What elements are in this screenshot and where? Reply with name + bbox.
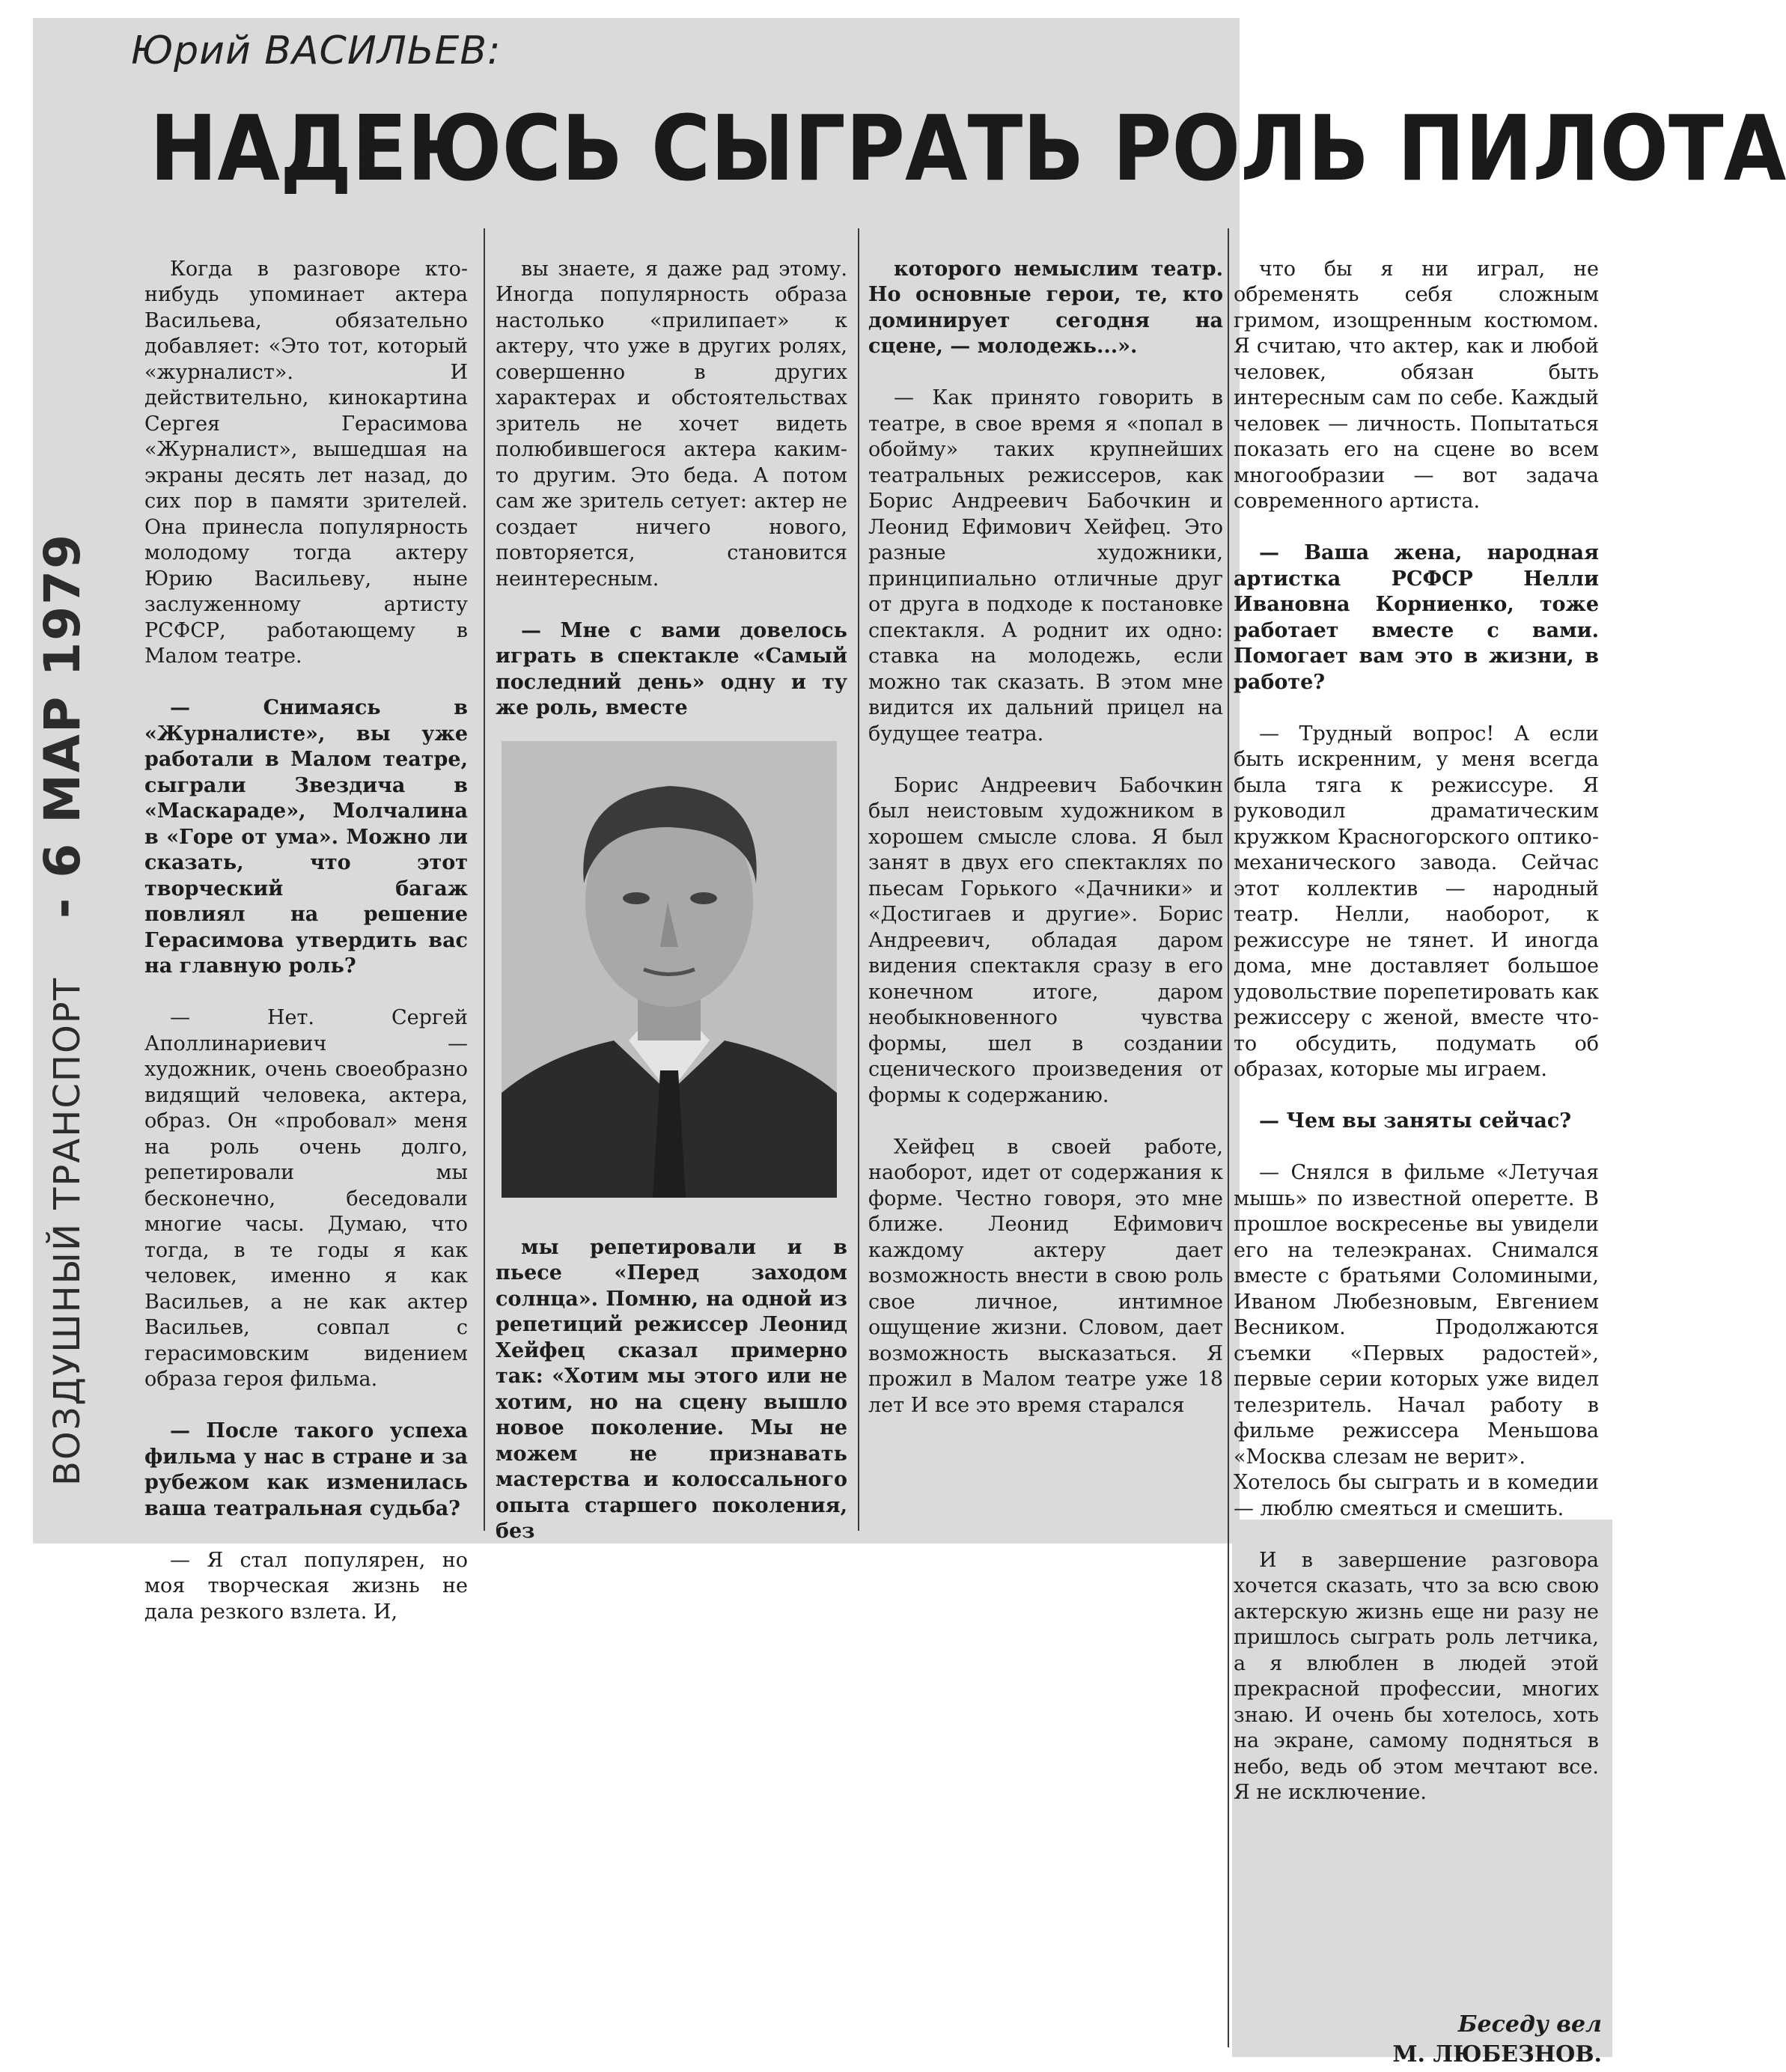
stamp-date: - 6 МАР 1979 — [34, 532, 91, 919]
question-continued: мы репетировали и в пьесе «Перед заходом солнца». Помню, на одной из репетиций режиссер Леонид Хейфец сказал примерно так: «Хотим мы этого или не хотим, но на сцену вышло новое поколение. Мы не можем не признавать мастерства и колоссального опыта старшего поколения, без — [496, 1235, 847, 1543]
signature-author: М. ЛЮБЕЗНОВ. — [1392, 2041, 1602, 2068]
portrait-photo — [502, 741, 837, 1198]
answer: — Я стал популярен, но моя творческая жизнь не дала резкого взлета. И, — [144, 1548, 468, 1624]
archive-stamp — [34, 533, 91, 1486]
article-column-4 — [1234, 231, 1599, 1975]
answer: — Трудный вопрос! А если быть искренним, у меня всегда была тяга к режиссуре. Я руководил драматическим кружком Красногорского оптико-механического завода. Сейчас этот коллектив — народный театр. Нелли, наоборот, к режиссуре не тянет. И иногда дома, мне доставляет большое удовольствие порепетировать как режиссеру с женой, вместе что-то обсудить, подумать об образах, которые мы играем. — [1234, 722, 1599, 1081]
signature — [1302, 2010, 1602, 2070]
question: — Снимаясь в «Журналисте», вы уже работали в Малом театре, сыграли Звездича в «Маскараде», Молчалина в «Горе от ума». Можно ли сказать, что этот творческий багаж повлиял на решение Герасимова утвердить вас на главную роль? — [144, 696, 468, 978]
question: — Мне с вами довелось играть в спектакле «Самый последний день» одну и ту же роль, вместе — [496, 618, 847, 719]
answer: — Как принято говорить в театре, в свое время я «попал в обойму» таких крупнейших театральных режиссеров, как Борис Андреевич Бабочкин и Леонид Ефимович Хейфец. Это разные художники, принципиально отличные друг от друга в подходе к постановке спектакля. А роднит их одно: ставка на молодежь, если можно так сказать. В этом мне видится их дальний прицел на будущее театра. — [868, 386, 1223, 746]
article-column-2-bottom — [496, 1209, 847, 1543]
question: — Ваша жена, народная артистка РСФСР Нелли Ивановна Корниенко, тоже работает вместе с вами. Помогает вам это в жизни, в работе? — [1234, 541, 1599, 694]
paragraph: Борис Андреевич Бабочкин был неистовым художником в хорошем смысле слова. Я был занят в двух его спектаклях по пьесам Горького «Дачники» и «Достигаев и другие». Борис Андреевич, обладая даром видения спектакля сразу в его конечном итоге, даром необыкновенного чувства формы, шел в создании сценического произведения от формы к содержанию. — [868, 773, 1223, 1107]
paragraph: что бы я ни играл, не обременять себя сложным гримом, изощренным костюмом. Я считаю, что актер, как и любой человек, обязан быть интересным сам по себе. Каждый человек — личность. Попытаться показать его на сцене во всем многообразии — вот задача современного артиста. — [1234, 257, 1599, 513]
question-end: которого немыслим театр. Но основные герои, те, кто доминирует сегодня на сцене, — молодежь...». — [868, 257, 1223, 358]
paragraph: Когда в разговоре кто-нибудь упоминает актера Васильева, обязательно добавляет: «Это тот, который «журналист». И действительно, кинокартина Сергея Герасимова «Журналист», вышедшая на экраны десять лет назад, до сих пор в памяти зрителей. Она принесла популярность молодому тогда актеру Юрию Васильеву, ныне заслуженному артисту РСФСР, работающему в Малом театре. — [144, 257, 468, 668]
answer: — Нет. Сергей Аполлинариевич — художник, очень своеобразно видящий человека, актера, образ. Он «пробовал» меня на роль очень долго, репетировали мы бесконечно, беседовали многие часы. Думаю, что тогда, в те годы я как человек, именно я как Васильев, а не как актер Васильев, совпал с герасимовским видением образа героя фильма. — [144, 1006, 468, 1391]
article-column-3 — [868, 231, 1223, 1511]
column-rule — [1228, 228, 1229, 2047]
byline: Юрий ВАСИЛЬЕВ: — [131, 28, 502, 73]
answer: — Снялся в фильме «Летучая мышь» по известной оперетте. В прошлое воскресенье вы увидели его на телеэкранах. Снимался вместе с братьями Соломиными, Иваном Любезновым, Евгением Весником. Продолжаются съемки «Первых радостей», первые серии которых уже видел телезритель. Начал работу в фильме режиссера Меньшова «Москва слезам не верит». Хотелось бы сыграть и в комедии — люблю смеяться и смешить. — [1234, 1161, 1599, 1520]
question: — Чем вы заняты сейчас? — [1259, 1109, 1572, 1133]
article-column-1 — [144, 231, 468, 1624]
column-rule — [858, 228, 859, 1531]
column-rule — [484, 228, 485, 1531]
paragraph: Хейфец в своей работе, наоборот, идет от содержания к форме. Честно говоря, это мне ближе. Леонид Ефимович каждому актеру дает возможность внести в свою роль свое личное, интимное ощущение жизни. Словом, дает возможность высказаться. Я прожил в Малом театре уже 18 лет И все это время старался — [868, 1135, 1223, 1417]
paragraph: вы знаете, я даже рад этому. Иногда популярность образа настолько «прилипает» к актеру, что уже в других ролях, совершенно в других характерах и обстоятельствах зритель не хочет видеть полюбившегося актера каким-то другим. Это беда. А потом сам же зритель сетует: актер не создает ничего нового, повторяется, становится неинтересным. — [496, 257, 847, 591]
signature-line-1: Беседу вел — [1457, 2011, 1602, 2038]
question: — После такого успеха фильма у нас в стране и за рубежом как изменилась ваша театральная судьба? — [144, 1419, 468, 1520]
article-column-2-top — [496, 231, 847, 725]
paragraph: И в завершение разговора хочется сказать, что за всю свою актерскую жизнь еще ни разу не пришлось сыграть роль летчика, а я влюблен в людей этой прекрасной профессии, многих знаю. И очень бы хотелось, хоть на экране, самому подняться в небо, ведь об этом мечтают все. Я не исключение. — [1234, 1548, 1599, 1804]
headline: НАДЕЮСЬ СЫГРАТЬ РОЛЬ ПИЛОТА — [150, 97, 1786, 201]
stamp-newspaper-name: ВОЗДУШНЫЙ ТРАНСПОРТ — [46, 976, 88, 1486]
